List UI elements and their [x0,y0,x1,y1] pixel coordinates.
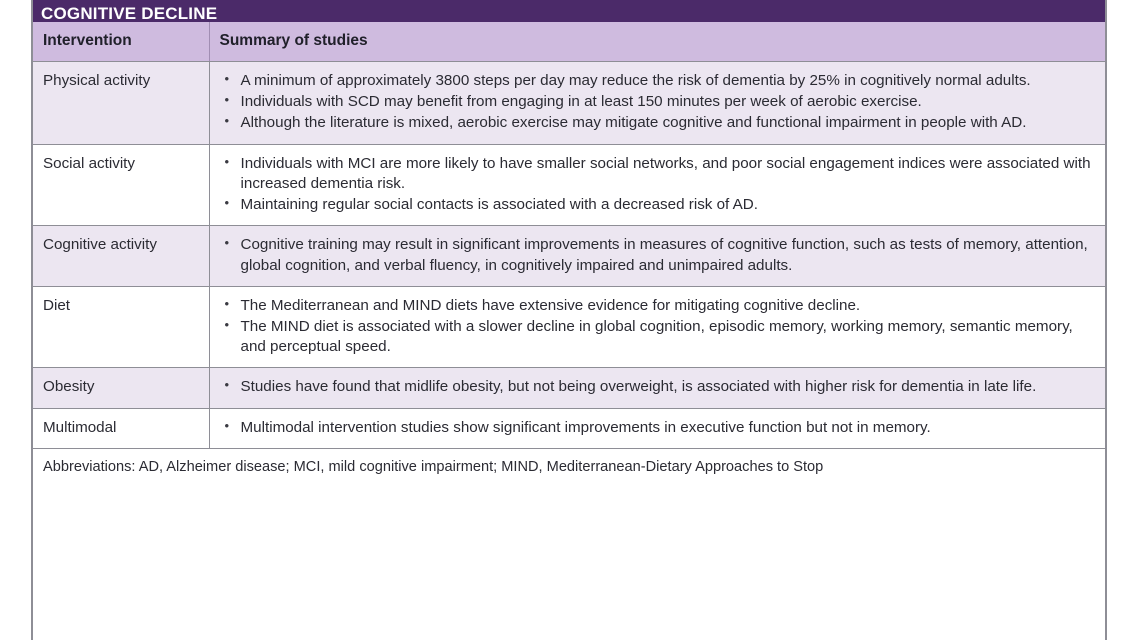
table-row [33,62,1105,145]
cognitive-decline-table [33,22,1105,449]
cell-intervention: Obesity [33,368,209,408]
table-row [33,144,1105,226]
cell-summary [209,144,1105,226]
list-item: • Studies have found that midlife obesity, but not being overweight, is associated with higher risk for dementia in late life. [222,377,1092,397]
cell-intervention: Multimodal [33,408,209,448]
cell-intervention: Cognitive activity [33,226,209,286]
cell-summary [209,408,1105,448]
table-row [33,408,1105,448]
list-item: • Individuals with MCI are more likely to have smaller social networks, and poor social engagement indices were associated with increased dementia risk. [222,154,1092,194]
summary-bullet-list [222,418,1092,438]
summary-bullet-list [222,71,1092,134]
table-container [31,0,1107,640]
table-row [33,368,1105,408]
summary-bullet-list [222,296,1092,358]
summary-bullet-list [222,235,1092,275]
table-row [33,226,1105,286]
section-title-banner [33,0,1105,22]
table-footnote: Abbreviations: AD, Alzheimer disease; MCI, mild cognitive impairment; MIND, Mediterranean-Dietary Approaches to Stop [33,449,1105,477]
cell-summary [209,226,1105,286]
cell-summary [209,368,1105,408]
table-row [33,286,1105,368]
cell-summary [209,286,1105,368]
table-header-row [33,22,1105,62]
column-header-intervention: Intervention [33,22,209,62]
summary-bullet-list [222,377,1092,397]
cell-intervention: Physical activity [33,62,209,145]
list-item: • Multimodal intervention studies show significant improvements in executive function but not in memory. [222,418,1092,438]
column-header-summary: Summary of studies [209,22,1105,62]
cell-summary [209,62,1105,145]
cell-intervention: Social activity [33,144,209,226]
list-item: • Maintaining regular social contacts is associated with a decreased risk of AD. [222,195,1092,215]
table-body [33,62,1105,449]
summary-bullet-list [222,154,1092,216]
table-head [33,22,1105,62]
list-item: • Although the literature is mixed, aerobic exercise may mitigate cognitive and functional impairment in people with AD. [222,113,1092,133]
list-item: • Cognitive training may result in significant improvements in measures of cognitive function, such as tests of memory, attention, global cognition, and verbal fluency, in cognitively impaired and unimpaired adults. [222,235,1092,275]
list-item: • A minimum of approximately 3800 steps per day may reduce the risk of dementia by 25% in cognitively normal adults. [222,71,1092,91]
cell-intervention: Diet [33,286,209,368]
list-item: • The Mediterranean and MIND diets have extensive evidence for mitigating cognitive decline. [222,296,1092,316]
list-item: • Individuals with SCD may benefit from engaging in at least 150 minutes per week of aerobic exercise. [222,92,1092,112]
section-title: COGNITIVE DECLINE [41,4,218,22]
list-item: • The MIND diet is associated with a slower decline in global cognition, episodic memory, working memory, semantic memory, and perceptual speed. [222,317,1092,357]
